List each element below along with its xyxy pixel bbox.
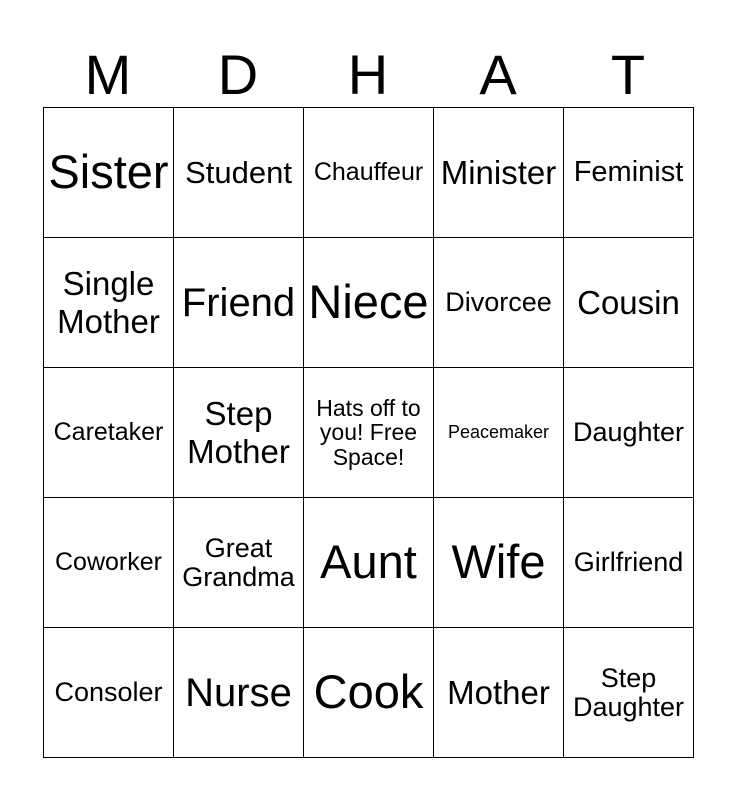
bingo-cell[interactable] bbox=[174, 108, 304, 238]
bingo-cell[interactable] bbox=[44, 498, 174, 628]
cell-label: Sister bbox=[48, 145, 169, 199]
bingo-cell[interactable] bbox=[304, 108, 434, 238]
header-letter-t: T bbox=[610, 43, 646, 106]
cell-label: Wife bbox=[451, 535, 546, 589]
bingo-cell[interactable] bbox=[434, 368, 564, 498]
cell-label: Aunt bbox=[320, 535, 417, 589]
cell-label: Step Daughter bbox=[572, 663, 685, 722]
bingo-cell[interactable] bbox=[564, 238, 694, 368]
bingo-cell[interactable] bbox=[174, 238, 304, 368]
cell-label: Mother bbox=[447, 673, 550, 711]
cell-label: Niece bbox=[308, 275, 429, 329]
bingo-cell[interactable] bbox=[434, 628, 564, 758]
cell-label: Cousin bbox=[577, 283, 680, 321]
bingo-cell[interactable] bbox=[434, 108, 564, 238]
bingo-cell[interactable] bbox=[174, 368, 304, 498]
cell-label: Caretaker bbox=[53, 418, 164, 447]
cell-label: Nurse bbox=[185, 670, 292, 715]
cell-label: Consoler bbox=[54, 676, 163, 707]
bingo-header bbox=[43, 42, 693, 108]
cell-label: Minister bbox=[440, 153, 557, 191]
bingo-cell[interactable] bbox=[434, 238, 564, 368]
bingo-cell[interactable] bbox=[174, 498, 304, 628]
cell-label: Friend bbox=[181, 280, 296, 325]
header-letter-a: A bbox=[479, 43, 517, 106]
bingo-cell[interactable] bbox=[564, 368, 694, 498]
header-letter-d: D bbox=[217, 43, 259, 106]
header-letter-m: M bbox=[84, 43, 132, 106]
free-space-cell[interactable] bbox=[304, 368, 434, 498]
bingo-cell[interactable] bbox=[44, 628, 174, 758]
header-letter-h: H bbox=[347, 43, 389, 106]
bingo-board bbox=[43, 107, 694, 758]
bingo-cell[interactable] bbox=[304, 498, 434, 628]
bingo-cell[interactable] bbox=[564, 628, 694, 758]
bingo-cell[interactable] bbox=[304, 628, 434, 758]
free-space-label: Hats off to you! Free Space! bbox=[316, 395, 421, 470]
bingo-cell[interactable] bbox=[44, 368, 174, 498]
cell-label: Feminist bbox=[573, 155, 684, 188]
cell-label: Divorcee bbox=[445, 286, 552, 317]
bingo-cell[interactable] bbox=[564, 498, 694, 628]
bingo-cell[interactable] bbox=[44, 238, 174, 368]
bingo-cell[interactable] bbox=[564, 108, 694, 238]
cell-label: Single Mother bbox=[57, 264, 160, 340]
bingo-cell[interactable] bbox=[44, 108, 174, 238]
cell-label: Peacemaker bbox=[447, 422, 550, 443]
cell-label: Chauffeur bbox=[313, 158, 424, 187]
cell-label: Cook bbox=[313, 665, 424, 719]
cell-label: Daughter bbox=[572, 416, 685, 447]
cell-label: Step Mother bbox=[187, 394, 290, 470]
cell-label: Girlfriend bbox=[573, 546, 684, 577]
cell-label: Great Grandma bbox=[182, 533, 295, 592]
cell-label: Coworker bbox=[55, 548, 162, 577]
cell-label: Student bbox=[185, 154, 292, 190]
bingo-cell[interactable] bbox=[434, 498, 564, 628]
bingo-cell[interactable] bbox=[174, 628, 304, 758]
bingo-cell[interactable] bbox=[304, 238, 434, 368]
